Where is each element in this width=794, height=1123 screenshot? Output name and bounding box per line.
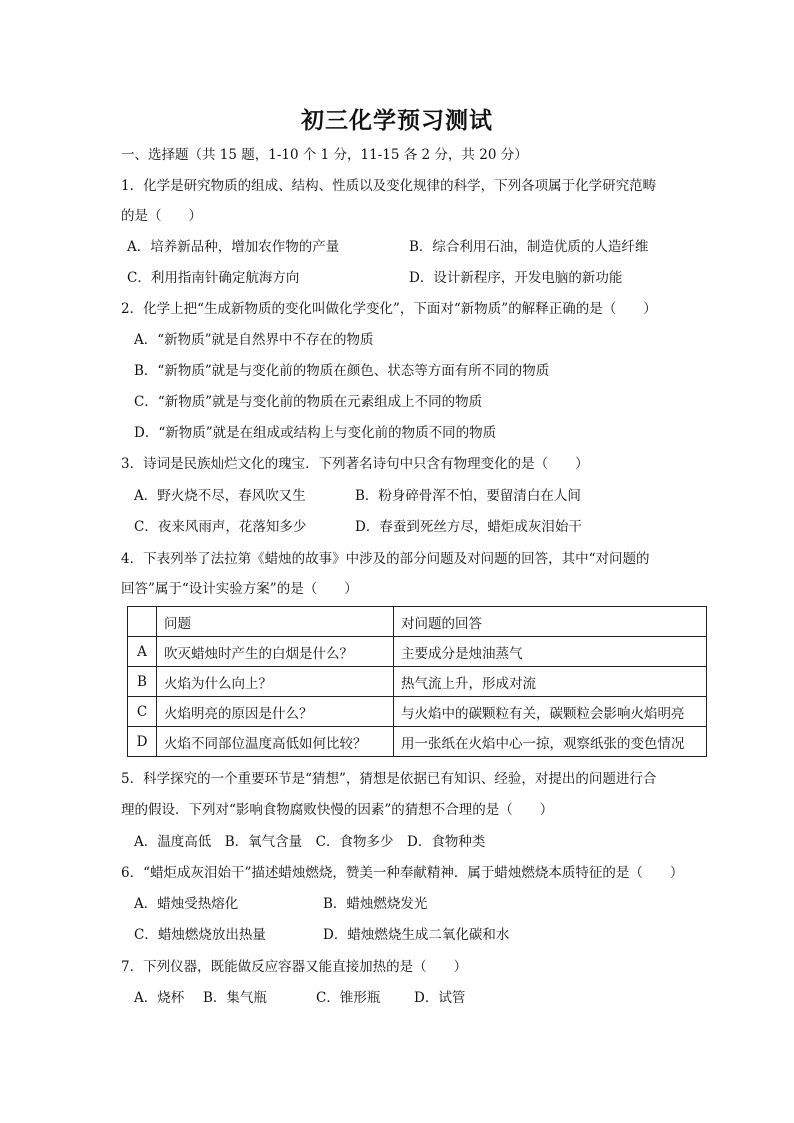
- table-row: [128, 697, 707, 727]
- q7-stem: 7．下列仪器，既能做反应容器又能直接加热的是（ ）: [121, 959, 468, 975]
- table-row: [128, 727, 707, 757]
- q7-option-c: C．锥形瓶: [316, 990, 381, 1006]
- row-key: C: [128, 697, 157, 727]
- row-answer: 热气流上升，形成对流: [394, 667, 707, 697]
- q3-option-a: A．野火烧不尽，春风吹又生: [134, 488, 306, 504]
- table-header-blank: [128, 607, 157, 637]
- q6-option-d: D．蜡烛燃烧生成二氧化碳和水: [323, 927, 510, 943]
- q6-option-c: C．蜡烛燃烧放出热量: [134, 927, 266, 943]
- q7-option-a: A．烧杯: [134, 990, 185, 1006]
- section-heading: 一、选择题（共 15 题，1-10 个 1 分，11-15 各 2 分，共 20 分）: [121, 147, 528, 163]
- row-question: 火焰为什么向上？: [157, 667, 394, 697]
- q2-option-c: C．“新物质”就是与变化前的物质在元素组成上不同的物质: [134, 394, 483, 410]
- row-key: A: [128, 637, 157, 667]
- q5-options: A．温度高低 B．氧气含量 C．食物多少 D．食物种类: [134, 834, 486, 850]
- q6-stem: 6．“蜡炬成灰泪始干”描述蜡烛燃烧，赞美一种奉献精神．属于蜡烛燃烧本质特征的是（ ）: [121, 865, 684, 881]
- q4-table: [127, 606, 707, 757]
- row-answer: 主要成分是烛油蒸气: [394, 637, 707, 667]
- q2-stem: 2．化学上把“生成新物质的变化叫做化学变化”，下面对“新物质”的解释正确的是（ ）: [121, 301, 657, 317]
- row-question: 火焰不同部位温度高低如何比较？: [157, 727, 394, 757]
- page-title: 初三化学预习测试: [301, 107, 493, 134]
- q1-option-a: A．培养新品种，增加农作物的产量: [127, 239, 340, 255]
- q2-option-b: B．“新物质”就是与变化前的物质在颜色、状态等方面有所不同的物质: [134, 363, 550, 379]
- q7-option-b: B．集气瓶: [203, 990, 267, 1006]
- row-key: D: [128, 727, 157, 757]
- table-row: [128, 667, 707, 697]
- q3-option-c: C．夜来风雨声，花落知多少: [134, 519, 307, 535]
- table-header-answer: 对问题的回答: [394, 607, 707, 637]
- row-answer: 用一张纸在火焰中心一掠，观察纸张的变色情况: [394, 727, 707, 757]
- row-answer: 与火焰中的碳颗粒有关，碳颗粒会影响火焰明亮: [394, 697, 707, 727]
- q5-stem-line2: 理的假设．下列对“影响食物腐败快慢的因素”的猜想不合理的是（ ）: [121, 802, 554, 818]
- q3-option-d: D．春蚕到死丝方尽，蜡炬成灰泪始干: [355, 519, 582, 535]
- q2-option-a: A．“新物质”就是自然界中不存在的物质: [134, 332, 374, 348]
- q7-option-d: D．试管: [414, 990, 466, 1006]
- table-header-question: 问题: [157, 607, 394, 637]
- q3-option-b: B．粉身碎骨浑不怕，要留清白在人间: [355, 488, 581, 504]
- q4-stem-line1: 4．下表列举了法拉第《蜡烛的故事》中涉及的部分问题及对问题的回答，其中“对问题的: [121, 551, 650, 567]
- q3-stem: 3．诗词是民族灿烂文化的瑰宝．下列著名诗句中只含有物理变化的是（ ）: [121, 456, 589, 472]
- table-header-row: [128, 607, 707, 637]
- q1-stem-line1: 1．化学是研究物质的组成、结构、性质以及变化规律的科学，下列各项属于化学研究范畴: [121, 178, 657, 194]
- q6-option-b: B．蜡烛燃烧发光: [323, 896, 428, 912]
- row-question: 吹灭蜡烛时产生的白烟是什么？: [157, 637, 394, 667]
- q1-stem-line2: 的是（ ）: [121, 208, 202, 224]
- q6-option-a: A．蜡烛受热熔化: [134, 896, 239, 912]
- q1-option-b: B．综合利用石油，制造优质的人造纤维: [409, 239, 649, 255]
- row-key: B: [128, 667, 157, 697]
- table-row: [128, 637, 707, 667]
- q4-stem-line2: 回答”属于“设计实验方案”的是（ ）: [121, 581, 358, 597]
- q1-option-d: D．设计新程序，开发电脑的新功能: [409, 270, 623, 286]
- q2-option-d: D．“新物质”就是在组成或结构上与变化前的物质不同的物质: [134, 425, 497, 441]
- q5-stem-line1: 5．科学探究的一个重要环节是“猜想”，猜想是依据已有知识、经验，对提出的问题进行合: [121, 771, 657, 787]
- row-question: 火焰明亮的原因是什么？: [157, 697, 394, 727]
- q1-option-c: C．利用指南针确定航海方向: [127, 270, 300, 286]
